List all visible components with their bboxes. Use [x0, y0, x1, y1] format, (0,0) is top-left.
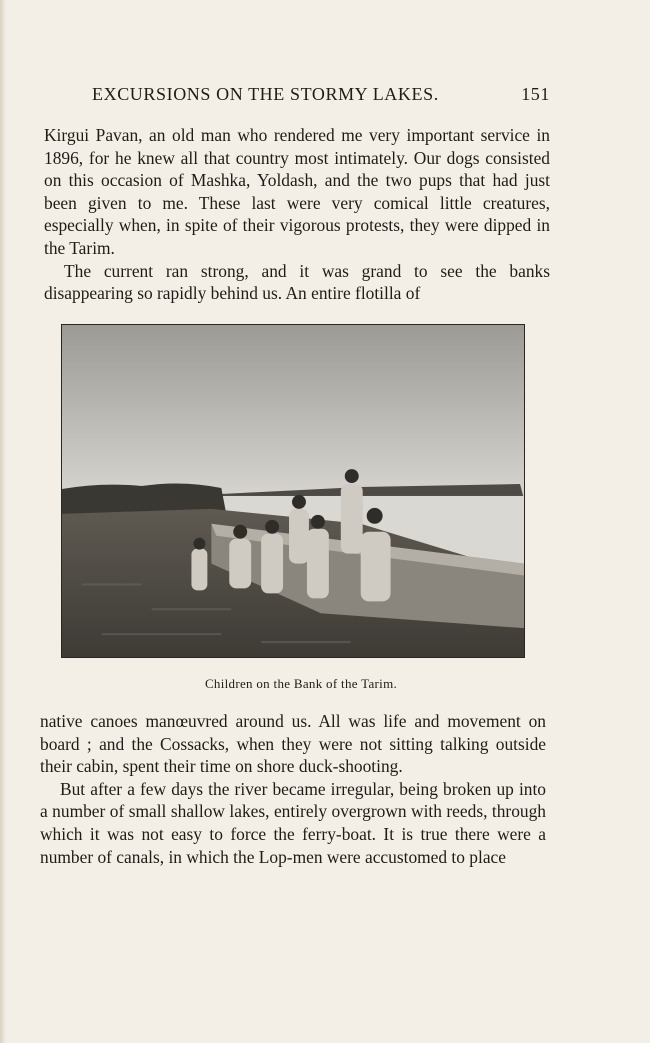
- page-edge-shadow: [0, 0, 6, 1043]
- photograph-children-on-bank: [61, 324, 525, 658]
- paragraph: native canoes manœuvred around us. All was life and movement on board ; and the Cossacks, when they were not sitting talking outside their cabin, spent their time on shore duck-shooting.: [40, 711, 546, 777]
- paragraph: Kirgui Pavan, an old man who rendered me very important service in 1896, for he knew all that country most intimately. Our dogs consisted on this occasion of Mashka, Yoldash, and the two pups that had just been given to me. These last were very comical little creatures, especially when, in spite of their vigorous protests, they were dipped in the Tarim.: [44, 125, 550, 258]
- photograph-illustration: [62, 325, 524, 657]
- figure-caption: Children on the Bank of the Tarim.: [204, 676, 398, 691]
- running-header: [92, 84, 552, 108]
- text-block-top: [44, 124, 550, 305]
- paragraph: The current ran strong, and it was grand to see the banks disappearing so rapidly behind us. An entire flotilla of: [44, 260, 550, 304]
- page-number: 151: [521, 84, 550, 104]
- text-block-bottom: [40, 710, 546, 868]
- paragraph: But after a few days the river became irregular, being broken up into a number of small shallow lakes, entirely overgrown with reeds, through which it was not easy to force the ferry-boat. It is true there were a number of canals, in which the Lop-men were accustomed to place: [40, 778, 546, 867]
- running-title: EXCURSIONS ON THE STORMY LAKES.: [92, 84, 439, 104]
